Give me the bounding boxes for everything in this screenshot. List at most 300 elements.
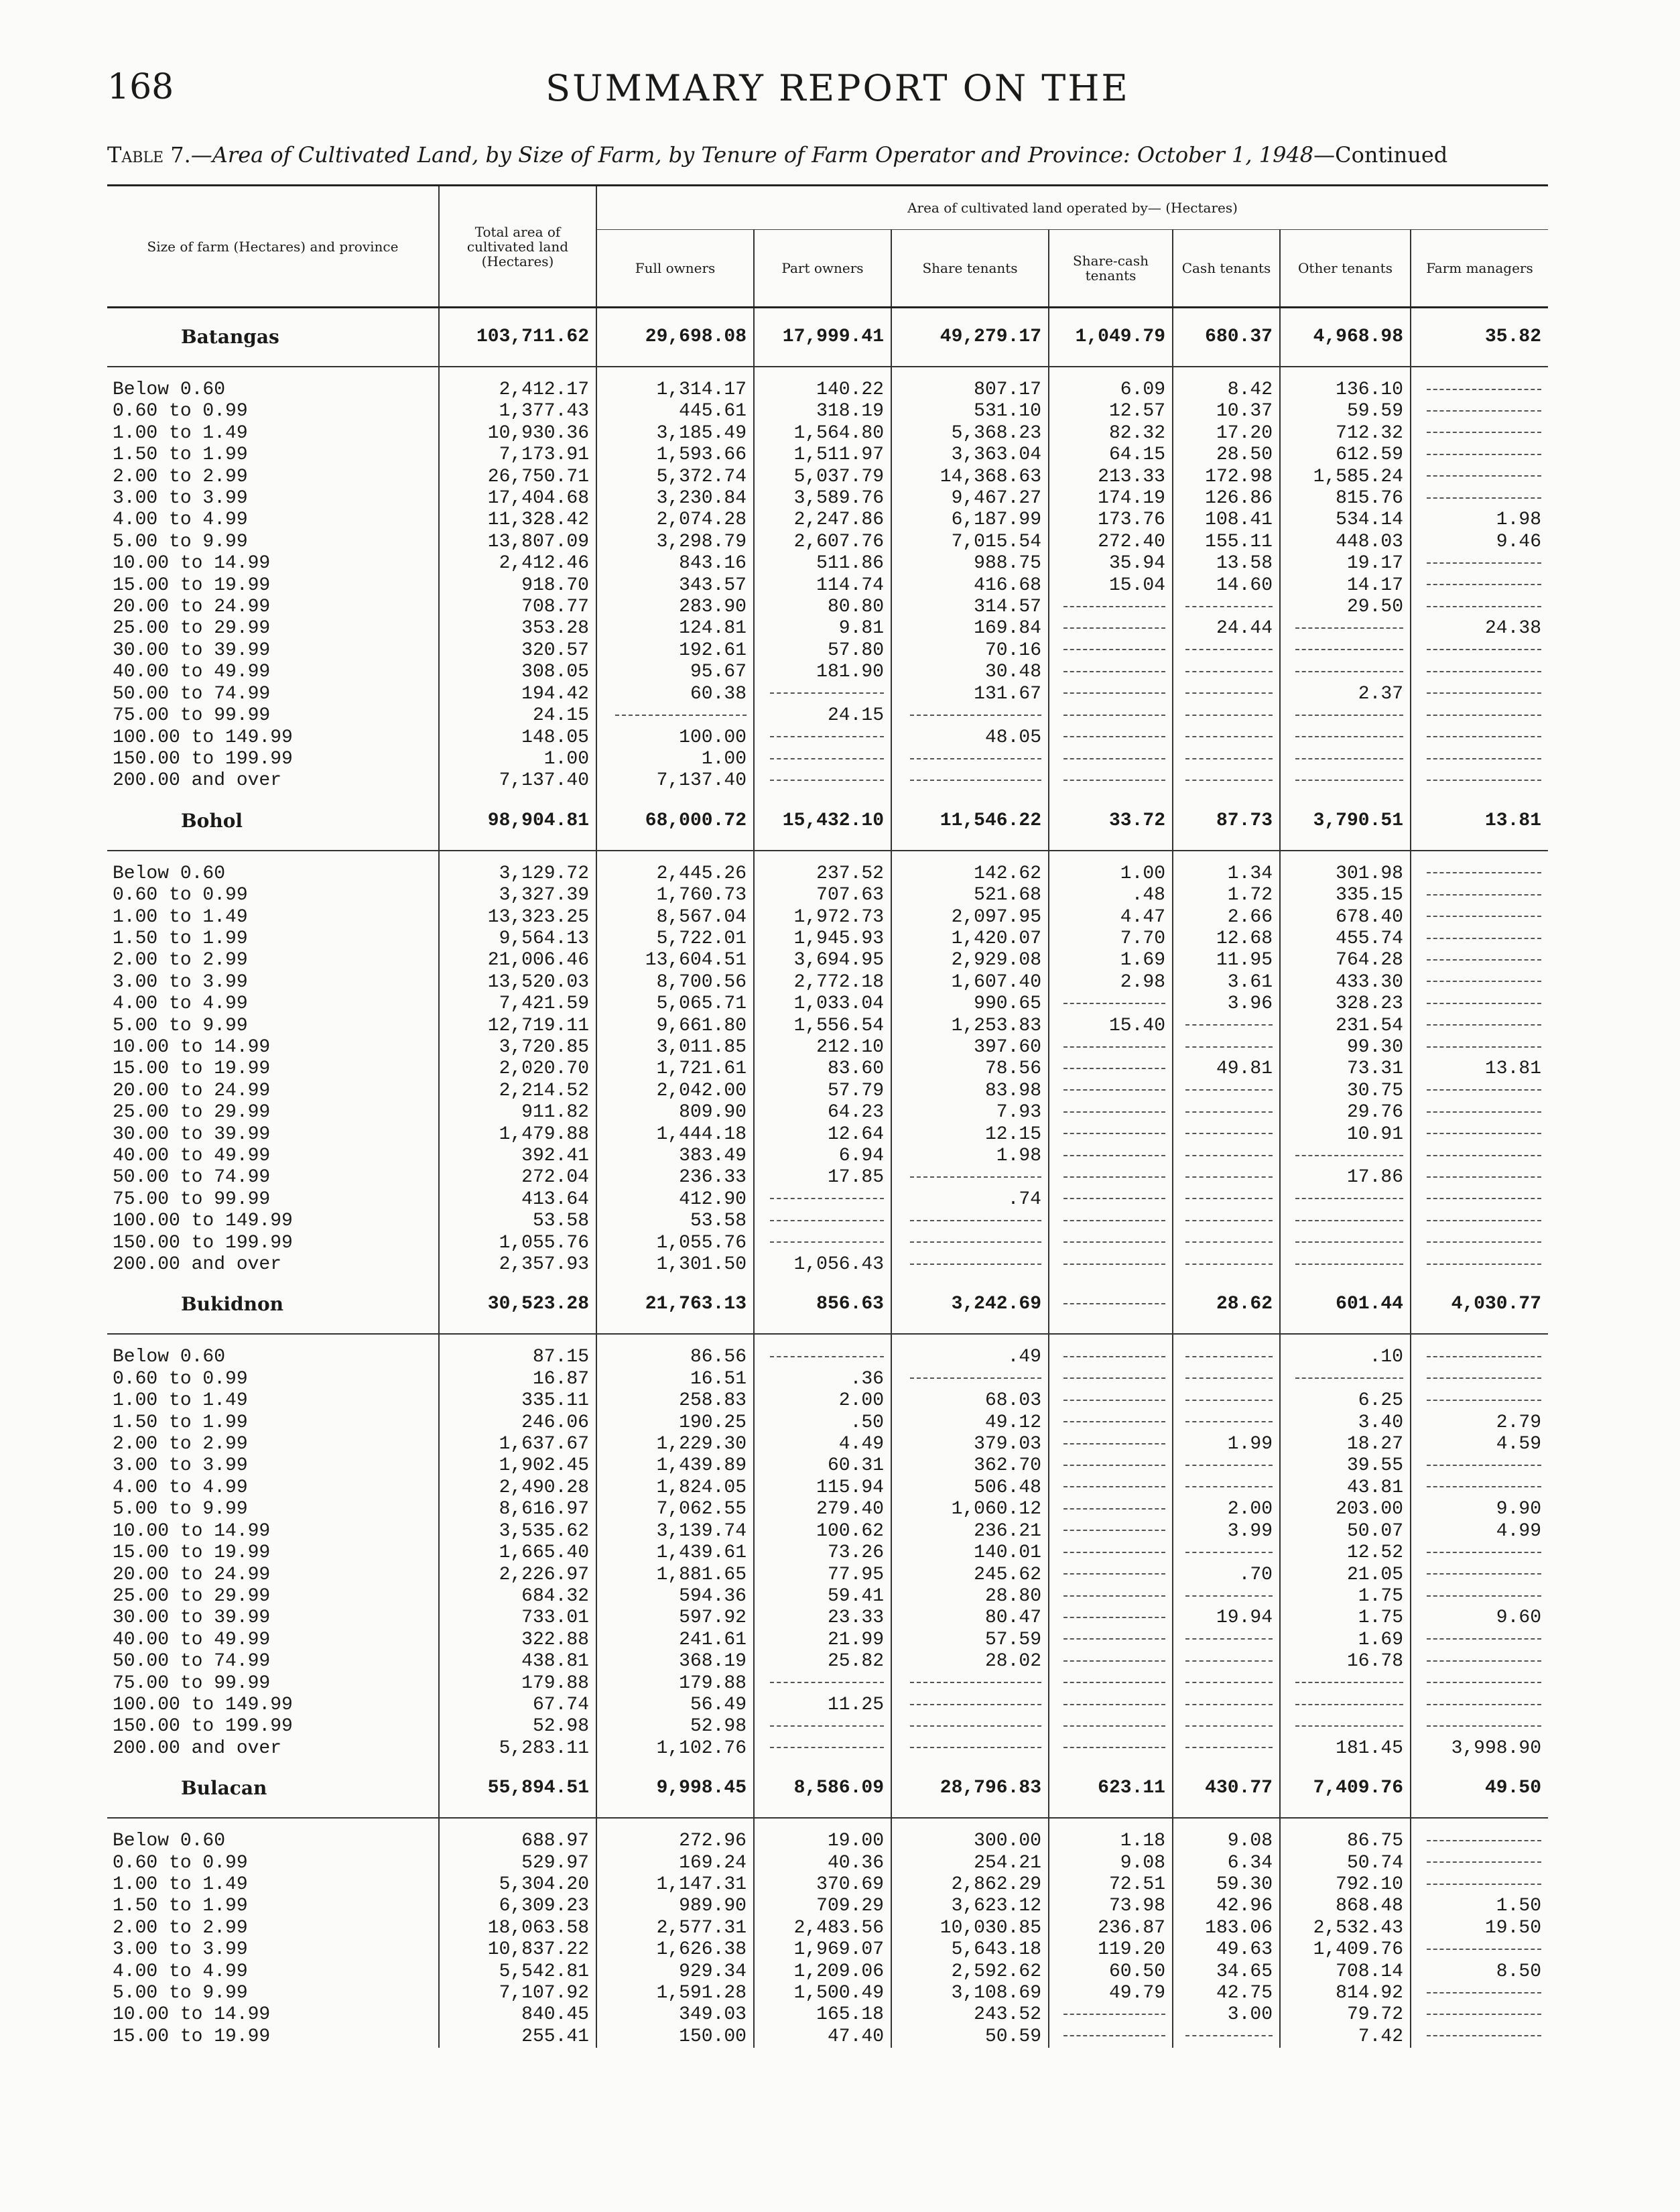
table-row (107, 488, 1548, 509)
value-cell: 1,760.73 (596, 885, 754, 906)
empty-leader (1185, 692, 1273, 694)
value-cell (1049, 749, 1173, 770)
empty-leader (1063, 1465, 1165, 1466)
empty-leader (770, 1747, 884, 1748)
value-cell: 35.94 (1049, 553, 1173, 574)
value-cell (1411, 467, 1548, 488)
value-cell: 1,301.50 (596, 1254, 754, 1276)
value-cell: 14.17 (1280, 575, 1411, 597)
value-cell: 815.76 (1280, 488, 1411, 509)
value-cell: 68.03 (891, 1390, 1049, 1412)
spacer-cell (439, 1818, 596, 1831)
table-row (107, 640, 1548, 662)
value-cell: 172.98 (1173, 467, 1280, 488)
table-row (107, 1434, 1548, 1455)
value-cell: .49 (891, 1347, 1049, 1368)
value-cell: 49.81 (1173, 1058, 1280, 1080)
value-cell: 79.72 (1280, 2004, 1411, 2026)
value-cell: 1,314.17 (596, 379, 754, 401)
table-row (107, 1390, 1548, 1412)
value-cell: 2,577.31 (596, 1918, 754, 1939)
value-cell (1411, 553, 1548, 574)
value-cell: 328.23 (1280, 993, 1411, 1015)
table-row (107, 1412, 1548, 1434)
size-class-label: 4.00 to 4.99 (113, 1477, 248, 1498)
value-cell: 169.84 (891, 618, 1049, 639)
value-cell (1411, 1167, 1548, 1188)
value-cell: 7.93 (891, 1102, 1049, 1123)
spacer-cell (754, 1334, 891, 1347)
value-cell (1173, 1412, 1280, 1434)
value-cell: 10,030.85 (891, 1918, 1049, 1939)
value-cell: 2,097.95 (891, 907, 1049, 928)
spacer-row (107, 1334, 1548, 1347)
empty-leader (910, 1176, 1041, 1178)
value-cell (1411, 684, 1548, 705)
value-cell (1049, 640, 1173, 662)
value-cell: 29.50 (1280, 597, 1411, 618)
empty-leader (1427, 1465, 1541, 1466)
value-cell: 1.69 (1280, 1630, 1411, 1651)
value-cell (1049, 705, 1173, 727)
value-cell: 13.58 (1173, 553, 1280, 574)
value-cell (1173, 1211, 1280, 1232)
empty-leader (1427, 758, 1541, 759)
value-cell: 438.81 (439, 1651, 596, 1672)
empty-leader (1295, 1264, 1403, 1265)
value-cell (1173, 1673, 1280, 1695)
value-cell: 1,147.31 (596, 1874, 754, 1896)
spacer-cell (596, 1334, 754, 1347)
empty-leader (1295, 736, 1403, 737)
empty-leader (1427, 454, 1541, 455)
value-cell: 1,500.49 (754, 1983, 891, 2004)
value-cell (1411, 1477, 1548, 1499)
value-cell (1411, 597, 1548, 618)
province-total-value: 21,763.13 (596, 1276, 754, 1334)
empty-leader (1063, 1638, 1165, 1640)
value-cell: 83.98 (891, 1081, 1049, 1102)
value-cell: .50 (754, 1412, 891, 1434)
value-cell: 1.34 (1173, 863, 1280, 885)
value-cell: 42.96 (1173, 1896, 1280, 1917)
value-cell: 368.19 (596, 1651, 754, 1672)
value-cell (1049, 1630, 1173, 1651)
value-cell: .74 (891, 1189, 1049, 1211)
col-header-farm-managers: Farm managers (1411, 230, 1548, 308)
value-cell: 688.97 (439, 1831, 596, 1852)
empty-leader (1427, 1595, 1541, 1597)
value-cell: 7,107.92 (439, 1983, 596, 2004)
province-total-value: 7,409.76 (1280, 1760, 1411, 1818)
table-row (107, 553, 1548, 574)
value-cell: 9.81 (754, 618, 891, 639)
empty-leader (1427, 2035, 1541, 2036)
table-row (107, 1189, 1548, 1211)
table-row (107, 1918, 1548, 1939)
value-cell: 59.30 (1173, 1874, 1280, 1896)
value-cell (1411, 401, 1548, 422)
empty-leader (1063, 1003, 1165, 1004)
value-cell (1173, 1081, 1280, 1102)
spacer-row (107, 367, 1548, 379)
size-class-label: 5.00 to 9.99 (113, 531, 248, 552)
empty-leader (1427, 1264, 1541, 1265)
value-cell: 1,209.06 (754, 1961, 891, 1983)
value-cell (1411, 1254, 1548, 1276)
value-cell: 179.88 (439, 1673, 596, 1695)
running-head: SUMMARY REPORT ON THE (545, 67, 1130, 109)
table-row (107, 1853, 1548, 1874)
value-cell (1411, 379, 1548, 401)
value-cell: 597.92 (596, 1607, 754, 1629)
table-row (107, 1542, 1548, 1564)
value-cell: 1.00 (1049, 863, 1173, 885)
empty-leader (1063, 1747, 1165, 1748)
empty-leader (1185, 1595, 1273, 1597)
value-cell: 12.52 (1280, 1542, 1411, 1564)
value-cell (1411, 1347, 1548, 1368)
value-cell (1049, 1651, 1173, 1672)
empty-leader (1063, 758, 1165, 759)
value-cell: 82.32 (1049, 423, 1173, 444)
value-cell: 150.00 (596, 2026, 754, 2048)
value-cell: 709.29 (754, 1896, 891, 1917)
province-total-value: 680.37 (1173, 308, 1280, 367)
empty-leader (1063, 1068, 1165, 1069)
value-cell: 1,902.45 (439, 1455, 596, 1477)
value-cell: 3,129.72 (439, 863, 596, 885)
table-row (107, 1037, 1548, 1058)
value-cell: 2,862.29 (891, 1874, 1049, 1896)
value-cell (891, 1673, 1049, 1695)
value-cell: 174.19 (1049, 488, 1173, 509)
empty-leader (770, 758, 884, 759)
empty-leader (1427, 1992, 1541, 1993)
size-class-label: 150.00 to 199.99 (113, 748, 293, 770)
empty-leader (1185, 1024, 1273, 1026)
spacer-cell (1280, 1334, 1411, 1347)
value-cell: 521.68 (891, 885, 1049, 906)
province-total-value: 4,968.98 (1280, 308, 1411, 367)
empty-leader (1063, 1725, 1165, 1727)
value-cell: 1.18 (1049, 1831, 1173, 1852)
value-cell: 5,037.79 (754, 467, 891, 488)
value-cell (1049, 1390, 1173, 1412)
value-cell: 814.92 (1280, 1983, 1411, 2004)
value-cell: 9.60 (1411, 1607, 1548, 1629)
empty-leader (1427, 1220, 1541, 1221)
spacer-cell (1411, 367, 1548, 379)
empty-leader (910, 1704, 1041, 1705)
value-cell: 115.94 (754, 1477, 891, 1499)
spacer-cell (754, 851, 891, 863)
table-row (107, 1630, 1548, 1651)
empty-leader (1185, 1155, 1273, 1156)
value-cell: 792.10 (1280, 1874, 1411, 1896)
value-cell: 989.90 (596, 1896, 754, 1917)
province-total-value: 856.63 (754, 1276, 891, 1334)
value-cell: 2,214.52 (439, 1081, 596, 1102)
size-class-label: Below 0.60 (113, 863, 226, 884)
value-cell (1411, 1233, 1548, 1254)
empty-leader (1063, 627, 1165, 629)
value-cell: 13,520.03 (439, 972, 596, 993)
table-row (107, 1716, 1548, 1737)
table-row (107, 1673, 1548, 1695)
value-cell: 19.00 (754, 1831, 891, 1852)
value-cell: 318.19 (754, 401, 891, 422)
size-class-label: 3.00 to 3.99 (113, 1455, 248, 1477)
value-cell: 2,226.97 (439, 1564, 596, 1586)
value-cell (891, 1233, 1049, 1254)
province-total-value: 8,586.09 (754, 1760, 891, 1818)
size-class-label: 30.00 to 39.99 (113, 1607, 271, 1629)
empty-leader (1063, 1682, 1165, 1683)
value-cell (1280, 705, 1411, 727)
value-cell: 3,363.04 (891, 444, 1049, 466)
value-cell: 59.41 (754, 1586, 891, 1607)
value-cell: 2,357.93 (439, 1254, 596, 1276)
size-class-label: 5.00 to 9.99 (113, 1499, 248, 1520)
value-cell: 1,377.43 (439, 401, 596, 422)
table-row (107, 1211, 1548, 1232)
value-cell: 237.52 (754, 863, 891, 885)
size-class-label: 1.00 to 1.49 (113, 1873, 248, 1895)
value-cell: 181.90 (754, 662, 891, 683)
spacer-cell (1280, 367, 1411, 379)
empty-leader (770, 1725, 884, 1727)
value-cell: 11,328.42 (439, 509, 596, 531)
value-cell: 12.15 (891, 1124, 1049, 1146)
value-cell: 455.74 (1280, 928, 1411, 950)
value-cell: 28.80 (891, 1586, 1049, 1607)
province-total-value: 28,796.83 (891, 1760, 1049, 1818)
empty-leader (1427, 1003, 1541, 1004)
value-cell (1049, 1477, 1173, 1499)
size-class-label: 50.00 to 74.99 (113, 1167, 271, 1188)
value-cell (1173, 1016, 1280, 1037)
empty-leader (1295, 649, 1403, 650)
value-cell (1411, 1369, 1548, 1390)
value-cell: 5,372.74 (596, 467, 754, 488)
spacer-cell (1411, 1334, 1548, 1347)
empty-leader (1063, 1595, 1165, 1597)
spacer-cell (439, 367, 596, 379)
data-table (107, 184, 1548, 2048)
empty-leader (1427, 1241, 1541, 1243)
province-total-row (107, 792, 1548, 851)
value-cell (754, 1189, 891, 1211)
empty-leader (1063, 1198, 1165, 1199)
value-cell: 392.41 (439, 1146, 596, 1167)
empty-leader (1427, 1133, 1541, 1134)
value-cell (1049, 1607, 1173, 1629)
value-cell (1280, 770, 1411, 792)
value-cell: 7,421.59 (439, 993, 596, 1015)
spacer-cell (1049, 367, 1173, 379)
value-cell: 362.70 (891, 1455, 1049, 1477)
empty-leader (1063, 1303, 1165, 1304)
value-cell: 165.18 (754, 2004, 891, 2026)
empty-leader (1427, 1111, 1541, 1113)
size-class-label: 15.00 to 19.99 (113, 1542, 271, 1564)
value-cell: 16.78 (1280, 1651, 1411, 1672)
page-number: 168 (107, 67, 174, 107)
value-cell (1411, 1831, 1548, 1852)
value-cell: 12.64 (754, 1124, 891, 1146)
value-cell: 322.88 (439, 1630, 596, 1651)
empty-leader (1185, 780, 1273, 781)
value-cell (1411, 1651, 1548, 1672)
col-header-share-cash-tenants: Share-cash tenants (1049, 230, 1173, 308)
value-cell: 24.38 (1411, 618, 1548, 639)
size-class-label: 1.00 to 1.49 (113, 422, 248, 444)
size-class-label: 1.00 to 1.49 (113, 906, 248, 928)
value-cell: 183.06 (1173, 1918, 1280, 1939)
value-cell: 2.98 (1049, 972, 1173, 993)
operated-by-header: Area of cultivated land operated by— (Hectares) (596, 186, 1548, 230)
value-cell (1049, 1738, 1173, 1760)
value-cell: 16.51 (596, 1369, 754, 1390)
value-cell (754, 1738, 891, 1760)
empty-leader (1295, 758, 1403, 759)
table-row (107, 727, 1548, 749)
value-cell (1049, 993, 1173, 1015)
value-cell: 708.14 (1280, 1961, 1411, 1983)
value-cell: 6.34 (1173, 1853, 1280, 1874)
empty-leader (1185, 649, 1273, 650)
value-cell: 212.10 (754, 1037, 891, 1058)
value-cell: 60.31 (754, 1455, 891, 1477)
value-cell (1411, 1081, 1548, 1102)
value-cell (1411, 1983, 1548, 2004)
empty-leader (1427, 938, 1541, 939)
value-cell: 10.91 (1280, 1124, 1411, 1146)
value-cell: 9.90 (1411, 1499, 1548, 1520)
value-cell: 5,542.81 (439, 1961, 596, 1983)
empty-leader (1185, 1400, 1273, 1401)
table-row (107, 928, 1548, 950)
value-cell: 14,368.63 (891, 467, 1049, 488)
value-cell: 13,807.09 (439, 532, 596, 553)
size-class-label: Below 0.60 (113, 379, 226, 400)
empty-leader (1063, 1046, 1165, 1048)
value-cell: 7.42 (1280, 2026, 1411, 2048)
empty-leader (1063, 1264, 1165, 1265)
spacer-cell (754, 1818, 891, 1831)
size-class-label: 0.60 to 0.99 (113, 1368, 248, 1390)
value-cell: 78.56 (891, 1058, 1049, 1080)
value-cell: 30.48 (891, 662, 1049, 683)
value-cell (1411, 2004, 1548, 2026)
empty-leader (1185, 1725, 1273, 1727)
province-total-value: 87.73 (1173, 792, 1280, 851)
spacer-cell (596, 367, 754, 379)
value-cell: 42.75 (1173, 1983, 1280, 2004)
size-class-label: 20.00 to 24.99 (113, 597, 271, 618)
value-cell: 1,060.12 (891, 1499, 1049, 1520)
value-cell (1411, 1124, 1548, 1146)
table-row (107, 1499, 1548, 1520)
value-cell: 57.79 (754, 1081, 891, 1102)
value-cell: 1,253.83 (891, 1016, 1049, 1037)
value-cell: 353.28 (439, 618, 596, 639)
value-cell: 140.22 (754, 379, 891, 401)
value-cell (891, 770, 1049, 792)
value-cell (1049, 1081, 1173, 1102)
value-cell (596, 705, 754, 727)
value-cell: 3,623.12 (891, 1896, 1049, 1917)
value-cell (1173, 1716, 1280, 1737)
value-cell: 57.59 (891, 1630, 1049, 1651)
value-cell (1173, 1390, 1280, 1412)
value-cell: 314.57 (891, 597, 1049, 618)
value-cell: 7.70 (1049, 928, 1173, 950)
value-cell: 594.36 (596, 1586, 754, 1607)
value-cell: 131.67 (891, 684, 1049, 705)
table-row (107, 1874, 1548, 1896)
empty-leader (1063, 1176, 1165, 1178)
empty-leader (1427, 981, 1541, 982)
value-cell: 73.31 (1280, 1058, 1411, 1080)
spacer-cell (107, 851, 439, 863)
value-cell: 8,616.97 (439, 1499, 596, 1520)
size-class-label: 150.00 to 199.99 (113, 1716, 293, 1737)
value-cell: 1,056.43 (754, 1254, 891, 1276)
value-cell (1173, 1254, 1280, 1276)
value-cell: 29.76 (1280, 1102, 1411, 1123)
value-cell: 28.50 (1173, 444, 1280, 466)
value-cell: 19.50 (1411, 1918, 1548, 1939)
empty-leader (1427, 959, 1541, 961)
value-cell: 1,626.38 (596, 1939, 754, 1961)
spacer-cell (107, 1334, 439, 1347)
empty-leader (1427, 1198, 1541, 1199)
empty-leader (1427, 1725, 1541, 1727)
value-cell (1173, 684, 1280, 705)
province-total-value: 13.81 (1411, 792, 1548, 851)
province-total-value: 33.72 (1049, 792, 1173, 851)
value-cell: 1,945.93 (754, 928, 891, 950)
value-cell: 531.10 (891, 401, 1049, 422)
value-cell: 5,643.18 (891, 1939, 1049, 1961)
value-cell (1411, 928, 1548, 950)
value-cell: 19.94 (1173, 1607, 1280, 1629)
empty-leader (1427, 1155, 1541, 1156)
value-cell: 243.52 (891, 2004, 1049, 2026)
table-row (107, 950, 1548, 971)
province-total-value: 55,894.51 (439, 1760, 596, 1818)
value-cell (1049, 1434, 1173, 1455)
value-cell: .10 (1280, 1347, 1411, 1368)
empty-leader (1427, 872, 1541, 873)
value-cell: 1,972.73 (754, 907, 891, 928)
value-cell: 13,604.51 (596, 950, 754, 971)
value-cell: 7,137.40 (596, 770, 754, 792)
value-cell: 245.62 (891, 1564, 1049, 1586)
value-cell (1411, 727, 1548, 749)
empty-leader (770, 1356, 884, 1357)
value-cell (1049, 1189, 1173, 1211)
table-row (107, 993, 1548, 1015)
empty-leader (1063, 1377, 1165, 1379)
empty-leader (1063, 1530, 1165, 1531)
value-cell (1411, 444, 1548, 466)
value-cell: 56.49 (596, 1695, 754, 1716)
value-cell: 17.20 (1173, 423, 1280, 444)
value-cell: 12,719.11 (439, 1016, 596, 1037)
